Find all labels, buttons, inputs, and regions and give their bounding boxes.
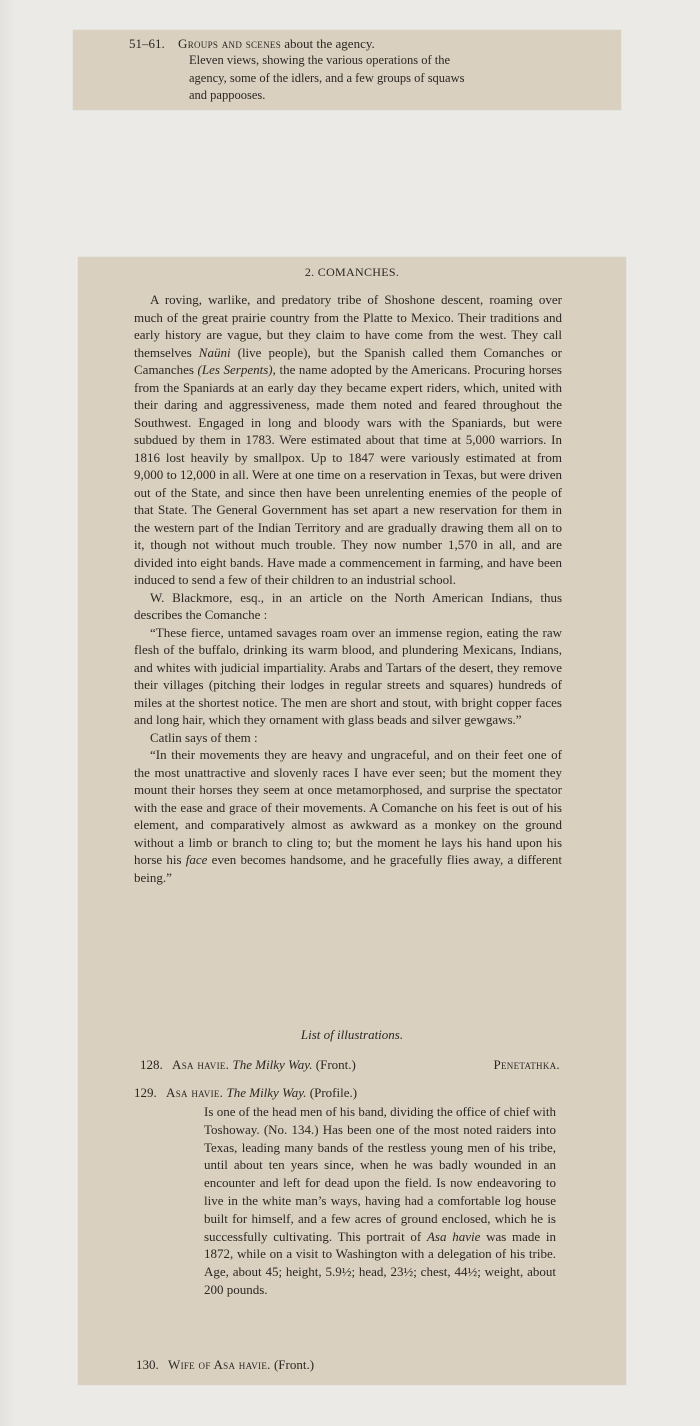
paragraph-catlin: Catlin says of them : xyxy=(150,729,258,745)
entry-description xyxy=(189,52,571,105)
text-run-italic: (Les Serpents) xyxy=(197,362,273,377)
illustration-entry-128 xyxy=(140,1057,560,1073)
entry-tribe: Penetathka. xyxy=(493,1057,560,1072)
entry-number: 129. xyxy=(134,1085,157,1100)
text-run-italic: Naüni xyxy=(198,344,231,360)
illustrations-heading: List of illustrations. xyxy=(300,1027,404,1042)
entry-name: Asa havie. xyxy=(166,1085,224,1100)
entry-title: Groups and scenes xyxy=(178,36,282,51)
quote-blackmore: “These fierce, untamed savages roam over an immense region, eating the raw flesh of the buffalo, drinking its warm blood, and plundering Mexicans, Indians, and whites with judicial impartiality. Arabs and Tartars of the desert, they remove their villages (pitching their lodges in regular streets and squares) hundreds of miles at the shortest notice. The men are short and stout, with bright copper faces and long hair, which they ornament with glass beads and silver gewgaws.” xyxy=(134,624,562,727)
text-run: “In their movements they are heavy and ungraceful, and on their feet one of the most unattractive and slovenly races I have ever seen; but the moment they mount their horses they seem at once metamorphosed, and surprise the spectator with the ease and grace of their movements. A Comanche on his feet is out of his element, and comparatively almost as awkward as a monkey on the ground without a limb or branch to cling to; but the moment he lays his hand upon his horse his xyxy=(134,747,562,867)
entry-name: Asa havie. xyxy=(172,1057,230,1072)
text-run: , the name adopted by the Americans. Procuring horses from the Spaniards at an early day they became expert riders, which, united with their daring and aggressiveness, made them noted and feared throughout the Southwest. Engaged in long and bloody wars with the Spaniards, but were subdued by them in 1783. Were estimated about that time at 5,000 warriors. In 1816 lost heavily by smallpox. Up to 1847 were variously estimated at from 9,000 to 12,000 in all. Were at one time on a reservation in Texas, but were driven out of the State, and since then have been unrelenting enemies of the people of that State. The General Government has set apart a new reservation for them in the western part of the Indian Territory and are gradually drawing them all on to it, though not without much trouble. They now number 1,570 in all, and are divided into eight bands. Have made a commencement in farming, and have been induced to send a few of their children to an industrial school. xyxy=(134,362,562,587)
illustration-entry-130 xyxy=(136,1357,314,1373)
entry-number: 128. xyxy=(140,1057,163,1072)
entry-view: (Front.) xyxy=(315,1057,356,1072)
clipping-comanches xyxy=(78,257,626,1385)
entry-name: Wife of Asa havie. xyxy=(168,1357,271,1372)
section-title: 2. COMANCHES. xyxy=(304,265,400,279)
text-run: (live people), but the Spanish called them Comanches or Camanches xyxy=(134,344,563,377)
sheet-edge xyxy=(0,0,14,1426)
text-run: was made in 1872, while on a visit to Washington with a delegation of his tribe. Age, about 45; height, 5.9½; head, 23½; chest, 44½; weight, about 200 pounds. xyxy=(204,1228,557,1297)
entry-view: (Profile.) xyxy=(309,1085,358,1100)
clipping-groups-and-scenes xyxy=(73,30,621,110)
text-run: A roving, warlike, and predatory tribe of Shoshone descent, roaming over much of the great prairie country from the Platte to Mexico. Their traditions and early history are vague, but they claim to have come from the west. They call themselves xyxy=(134,292,562,360)
quote-catlin xyxy=(134,746,562,886)
text-run-italic: face xyxy=(185,852,208,867)
entry-view: (Front.) xyxy=(273,1357,315,1372)
description-line: Eleven views, showing the various operations of the xyxy=(189,53,451,67)
entry-description xyxy=(204,1103,556,1299)
entry-heading xyxy=(129,36,375,52)
text-run-italic: Asa havie xyxy=(426,1228,481,1244)
entry-title-rest: about the agency. xyxy=(284,36,375,51)
paragraph-blackmore: W. Blackmore, esq., in an article on the North American Indians, thus describes the Comanche : xyxy=(134,589,562,622)
entry-number: 130. xyxy=(136,1357,159,1372)
entry-title: The Milky Way. xyxy=(232,1057,313,1072)
entry-number: 51–61. xyxy=(129,36,165,51)
illustration-entry-129 xyxy=(134,1085,562,1299)
paragraph-intro xyxy=(134,291,562,589)
entry-title: The Milky Way. xyxy=(226,1085,307,1100)
text-run: even becomes handsome, and he gracefully flies away, a different being.” xyxy=(134,852,562,885)
section-text xyxy=(134,291,562,886)
text-run: Is one of the head men of his band, dividing the office of chief with Toshoway. (No. 134.) Has been one of the most noted raiders into Texas, leading many bands of the restless young men of his tribe, until about ten years since, when he was badly wounded in an encounter and left for dead upon the field. Is now endeavoring to live in the white man’s ways, having had a comfortable log house built for himself, and a few acres of ground enclosed, which he is successfully cultivating. This portrait of xyxy=(204,1104,556,1244)
description-line: agency, some of the idlers, and a few groups of squaws xyxy=(189,70,465,85)
entry-heading xyxy=(134,1085,562,1101)
description-line: and pappooses. xyxy=(189,88,266,102)
